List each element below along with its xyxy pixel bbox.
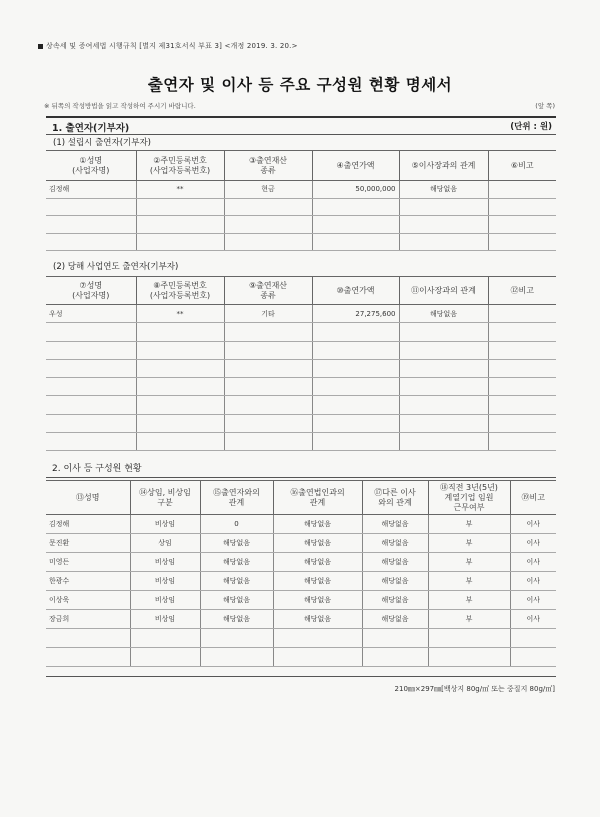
instruction-note: ※ 뒤쪽의 작성방법을 읽고 작성하여 주시기 바랍니다.	[44, 102, 196, 110]
table-cell	[488, 341, 556, 359]
table-cell: 이사	[510, 534, 556, 553]
table-cell: 미영든	[46, 553, 130, 572]
table-cell	[488, 198, 556, 216]
table-cell	[130, 629, 200, 648]
section2-rule	[46, 477, 556, 478]
table-cell	[136, 396, 224, 414]
table-cell	[46, 216, 136, 234]
regulation-note	[38, 41, 298, 51]
table-cell	[46, 359, 136, 377]
table-cell: 한광수	[46, 572, 130, 591]
table-header-row	[46, 151, 556, 181]
table-cell: 해당없음	[273, 572, 362, 591]
table-cell	[136, 216, 224, 234]
regulation-text: 상속세 및 증여세법 시행규칙 [별지 제31호서식 부표 3] <개정 2019. 3. 20.>	[46, 42, 298, 50]
column-header: ⑱직전 3년(5년) 계열기업 임원 근무여부	[428, 481, 510, 515]
table-cell: 이사	[510, 553, 556, 572]
table-cell	[488, 181, 556, 199]
table-cell: 해당없음	[200, 572, 273, 591]
table-cell: 해당없음	[273, 515, 362, 534]
table-cell: 이사	[510, 515, 556, 534]
column-header: ⑰다른 이사 와의 관계	[362, 481, 428, 515]
table-row	[46, 515, 556, 534]
table-cell	[224, 396, 312, 414]
table-cell	[399, 323, 488, 341]
table-cell	[312, 378, 399, 396]
form-title: 출연자 및 이사 등 주요 구성원 현황 명세서	[147, 76, 453, 94]
section2-title: 2. 이사 등 구성원 현황	[52, 464, 142, 474]
table-row	[46, 359, 556, 377]
table-row	[46, 591, 556, 610]
table-cell	[224, 378, 312, 396]
table-cell: 부	[428, 553, 510, 572]
table-cell: 해당없음	[200, 591, 273, 610]
table-cell: 부	[428, 591, 510, 610]
table-cell: 이상욱	[46, 591, 130, 610]
table-row	[46, 610, 556, 629]
table-header-row	[46, 277, 556, 305]
table-cell: 해당없음	[200, 534, 273, 553]
table-cell	[488, 414, 556, 432]
table-cell: 해당없음	[273, 591, 362, 610]
table-cell: 김정해	[46, 515, 130, 534]
table-cell	[136, 359, 224, 377]
table-cell	[136, 433, 224, 451]
table-cell	[399, 216, 488, 234]
column-header: ⑮출연자와의 관계	[200, 481, 273, 515]
table-row	[46, 433, 556, 451]
column-header: ⑩출연가액	[312, 277, 399, 305]
column-header: ⑤이사장과의 관계	[399, 151, 488, 181]
table-cell: 기타	[224, 305, 312, 323]
table-cell	[46, 233, 136, 251]
table-cell: 해당없음	[200, 610, 273, 629]
table-cell	[136, 233, 224, 251]
table-row	[46, 553, 556, 572]
table-cell	[312, 216, 399, 234]
founding-contributors-table	[46, 150, 556, 251]
table-cell: 이사	[510, 591, 556, 610]
table-cell	[312, 323, 399, 341]
table-cell: 해당없음	[362, 534, 428, 553]
table-cell	[224, 198, 312, 216]
table-cell	[224, 341, 312, 359]
table-cell: 해당없음	[273, 553, 362, 572]
table-cell	[362, 629, 428, 648]
table-cell	[488, 396, 556, 414]
table-cell	[200, 629, 273, 648]
table-cell	[488, 359, 556, 377]
table-cell: 해당없음	[273, 534, 362, 553]
table-cell: 해당없음	[200, 553, 273, 572]
table-cell	[273, 648, 362, 667]
table-cell	[224, 414, 312, 432]
table-cell: 현금	[224, 181, 312, 199]
table-cell: 장금희	[46, 610, 130, 629]
table-row	[46, 233, 556, 251]
column-header: ⑪이사장과의 관계	[399, 277, 488, 305]
table-row	[46, 198, 556, 216]
column-header: ⑧주민등록번호 (사업자등록번호)	[136, 277, 224, 305]
table-cell: 해당없음	[362, 591, 428, 610]
column-header: ②주민등록번호 (사업자등록번호)	[136, 151, 224, 181]
table-row	[46, 572, 556, 591]
table-row	[46, 629, 556, 648]
table-cell	[312, 341, 399, 359]
table-cell: 김정해	[46, 181, 136, 199]
table-cell	[224, 359, 312, 377]
table-cell	[399, 198, 488, 216]
section1-header	[46, 116, 556, 135]
table-cell	[46, 433, 136, 451]
column-header: ⑲비고	[510, 481, 556, 515]
column-header: ⑯출연법인과의 관계	[273, 481, 362, 515]
table-cell: 0	[200, 515, 273, 534]
current-year-contributors-table	[46, 276, 556, 451]
table-cell	[428, 629, 510, 648]
table-cell	[488, 378, 556, 396]
column-header: ④출연가액	[312, 151, 399, 181]
table-cell	[488, 233, 556, 251]
table-cell	[130, 648, 200, 667]
table-cell	[273, 629, 362, 648]
table-row	[46, 341, 556, 359]
table-cell: **	[136, 181, 224, 199]
table-cell	[136, 323, 224, 341]
table-cell	[362, 648, 428, 667]
table-row	[46, 414, 556, 432]
table-cell: 비상임	[130, 572, 200, 591]
section1-title: 1. 출연자(기부자)	[52, 123, 130, 134]
table-row	[46, 534, 556, 553]
table-cell	[399, 396, 488, 414]
table-cell: 이사	[510, 572, 556, 591]
table-cell: 부	[428, 534, 510, 553]
table-cell	[312, 396, 399, 414]
table-cell	[399, 341, 488, 359]
table-row	[46, 181, 556, 199]
table-cell	[224, 233, 312, 251]
table-header-row	[46, 481, 556, 515]
column-header: ⑫비고	[488, 277, 556, 305]
table-cell	[46, 414, 136, 432]
table-cell	[399, 359, 488, 377]
table-cell	[510, 629, 556, 648]
table-row	[46, 305, 556, 323]
table-cell	[136, 341, 224, 359]
column-header: ⑨출연재산 종류	[224, 277, 312, 305]
paper-spec: 210㎜×297㎜[백상지 80g/㎡ 또는 중질지 80g/㎡]	[394, 685, 555, 693]
table-cell	[46, 396, 136, 414]
table-cell	[312, 198, 399, 216]
table-cell	[399, 378, 488, 396]
table-cell	[224, 323, 312, 341]
square-bullet-icon	[38, 44, 43, 49]
table-row	[46, 323, 556, 341]
column-header: ①성명 (사업자명)	[46, 151, 136, 181]
sub1-title: (1) 설립시 출연자(기부자)	[53, 138, 151, 148]
table-cell	[312, 233, 399, 251]
table-cell: 해당없음	[399, 181, 488, 199]
column-header: ③출연재산 종류	[224, 151, 312, 181]
table-cell	[46, 198, 136, 216]
table-cell: 비상임	[130, 591, 200, 610]
table-cell: 우성	[46, 305, 136, 323]
table-row	[46, 648, 556, 667]
table-cell: 비상임	[130, 553, 200, 572]
table-cell	[200, 648, 273, 667]
table-cell: 해당없음	[362, 572, 428, 591]
table-cell	[399, 233, 488, 251]
table-cell	[510, 648, 556, 667]
column-header: ⑭상임, 비상임 구분	[130, 481, 200, 515]
table-cell: 문진환	[46, 534, 130, 553]
table-cell: **	[136, 305, 224, 323]
table-row	[46, 396, 556, 414]
table-cell	[399, 414, 488, 432]
table-cell: 해당없음	[362, 610, 428, 629]
board-members-table	[46, 480, 556, 667]
table-cell: 비상임	[130, 515, 200, 534]
table-cell	[312, 359, 399, 377]
table-row	[46, 378, 556, 396]
table-cell: 부	[428, 572, 510, 591]
table-cell	[224, 433, 312, 451]
table-cell	[136, 198, 224, 216]
table-cell	[46, 323, 136, 341]
table-cell: 해당없음	[362, 553, 428, 572]
table-cell: 해당없음	[399, 305, 488, 323]
table-cell	[224, 216, 312, 234]
column-header: ⑬성명	[46, 481, 130, 515]
table-cell: 해당없음	[273, 610, 362, 629]
table-cell	[488, 433, 556, 451]
table-cell	[488, 323, 556, 341]
table-cell	[46, 378, 136, 396]
table-cell	[399, 433, 488, 451]
footer-rule	[46, 676, 556, 677]
table-cell	[136, 414, 224, 432]
table-cell	[488, 305, 556, 323]
table-cell: 이사	[510, 610, 556, 629]
sub2-title: (2) 당해 사업연도 출연자(기부자)	[53, 262, 179, 272]
unit-label: (단위 : 원)	[510, 122, 552, 132]
table-cell: 부	[428, 610, 510, 629]
table-cell	[312, 414, 399, 432]
table-cell	[312, 433, 399, 451]
table-cell	[46, 648, 130, 667]
table-cell: 부	[428, 515, 510, 534]
page-side-label: (앞 쪽)	[535, 102, 555, 110]
table-cell: 27,275,600	[312, 305, 399, 323]
table-cell	[46, 629, 130, 648]
table-cell	[428, 648, 510, 667]
table-row	[46, 216, 556, 234]
table-cell	[136, 378, 224, 396]
column-header: ⑦성명 (사업자명)	[46, 277, 136, 305]
column-header: ⑥비고	[488, 151, 556, 181]
table-cell: 50,000,000	[312, 181, 399, 199]
table-cell	[46, 341, 136, 359]
table-cell	[488, 216, 556, 234]
table-cell: 비상임	[130, 610, 200, 629]
table-cell: 상임	[130, 534, 200, 553]
table-cell: 해당없음	[362, 515, 428, 534]
